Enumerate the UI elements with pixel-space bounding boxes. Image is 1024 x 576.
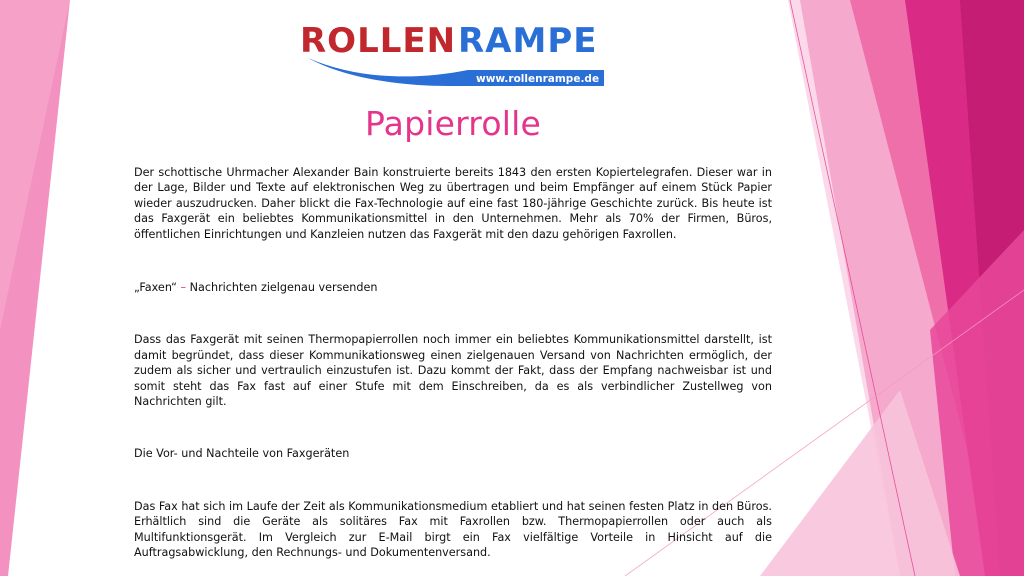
body-content	[134, 165, 772, 561]
subheading-faxen	[134, 280, 772, 295]
subheading-faxen-rest: Nachrichten zielgenau versenden	[189, 281, 378, 295]
paragraph-thermopapier: Dass das Faxgerät mit seinen Thermopapierrollen noch immer ein beliebtes Kommunikationsmittel darstellt, ist damit begründet, dass dieser Kommunikationsweg einen zielgenauen Versand von Nachrichten ermöglich, der zudem als sicher und vertraulich einzustufen ist. Dazu kommt der Fakt, dass der Empfang nachweisbar ist und somit steht das Fax fast auf einer Stufe mit dem Einschreiben, da es als verbindlicher Zustellweg von Nachrichten gilt.	[134, 333, 772, 409]
logo-url: www.rollenrampe.de	[476, 73, 600, 85]
paragraph-intro: Der schottische Uhrmacher Alexander Bain konstruierte bereits 1843 den ersten Kopiertelegrafen. Dieser war in der Lage, Bilder und Texte auf elektronischen Weg zu übertragen und beim Empfänger auf einem Stück Papier wieder auszudrucken. Daher blickt die Fax-Technologie auf eine fast 180-jährige Geschichte zurück. Bis heute ist das Faxgerät ein beliebtes Kommunikationsmittel in den Unternehmen. Mehr als 70% der Firmen, Büros, öffentlichen Einrichtungen und Kanzleien nutzen das Faxgerät mit den dazu gehörigen Faxrollen.	[134, 166, 772, 241]
subheading-faxen-dash: –	[180, 281, 187, 295]
subheading-vor-nachteile: Die Vor- und Nachteile von Faxgeräten	[134, 447, 350, 461]
rollenrampe-logo	[298, 14, 608, 88]
paragraph-kommunikationsmedium: Das Fax hat sich im Laufe der Zeit als Kommunikationsmedium etabliert und hat seinen festen Platz in den Büros. Erhältlich sind die Geräte als solitäres Fax mit Faxrollen bzw. Thermopapierrollen oder auch als Multifunktionsgerät. Im Vergleich zur E-Mail birgt ein Fax vielfältige Vorteile in Hinsicht auf die Auftragsabwicklung, den Rechnungs- und Dokumentenversand.	[134, 499, 772, 560]
page-title: Papierrolle	[365, 104, 541, 143]
logo-wordmark-right: RAMPE	[458, 21, 598, 61]
logo-wordmark-left: ROLLEN	[300, 21, 457, 61]
subheading-faxen-quote: „Faxen“	[134, 281, 177, 295]
